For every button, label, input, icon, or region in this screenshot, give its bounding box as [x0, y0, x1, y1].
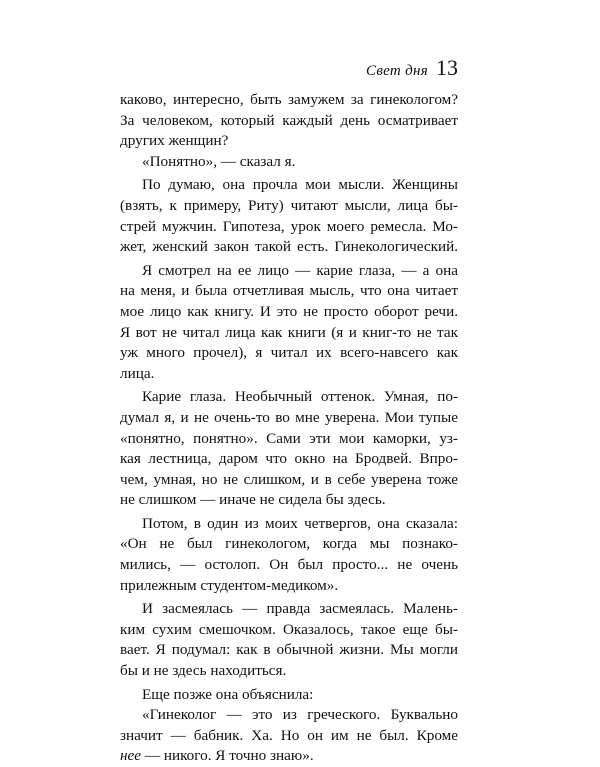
emphasized-word: нее — [120, 747, 142, 765]
text-line: значит — бабник. Ха. Но он им не был. Кроме — [120, 726, 458, 744]
text-line: жет, женский закон такой есть. Гинекологический. — [120, 238, 458, 256]
text-line-last — [120, 746, 458, 767]
text-line: лица. — [120, 364, 155, 382]
page-number: 13 — [436, 55, 458, 80]
text-line: «Гинеколог — это из греческого. Буквально — [142, 706, 458, 724]
text-line: вает. Я подумал: как в обычной жизни. Мы могли — [120, 641, 458, 659]
text-line: уж много прочел), я читал их всего-навсего как — [120, 344, 458, 362]
text-line: «Он не был гинекологом, когда мы познако- — [120, 535, 458, 553]
text-line: чем, умная, но не слишком, и в себе уверена тоже — [120, 470, 458, 488]
text-line: (взять, к примеру, Риту) читают мысли, лица бы- — [120, 196, 458, 214]
text-line-rest: — никого. Я точно знаю». — [141, 747, 314, 765]
text-line: прилежным студентом-медиком». — [120, 576, 339, 594]
text-line: И засмеялась — правда засмеялась. Малень- — [142, 600, 458, 618]
text-line: Карие глаза. Необычный оттенок. Умная, по- — [142, 388, 458, 406]
text-line: ким сухим смешочком. Оказалось, такое еще бы- — [120, 620, 458, 638]
text-line: мились, — остолоп. Он был просто... не очень — [120, 556, 458, 574]
text-line: думал я, и не очень-то во мне уверена. Мои тупые — [120, 408, 458, 426]
text-line: Еще позже она объяснила: — [142, 685, 314, 703]
text-line: мое лицо как книгу. И это не просто оборот речи. — [120, 302, 458, 320]
text-line: За человеком, который каждый день осматривает — [120, 111, 458, 129]
text-line: бы и не здесь находиться. — [120, 662, 287, 680]
text-line: «понятно, понятно». Сами эти мои каморки, уз- — [120, 429, 458, 447]
text-line: По думаю, она прочла мои мысли. Женщины — [142, 176, 458, 194]
text-line: кая лестница, даром что окно на Бродвей. Впро- — [120, 450, 458, 468]
text-line: стрей мужчин. Гипотеза, урок моего ремесла. Мо- — [120, 217, 458, 235]
running-title: Свет дня — [366, 63, 428, 79]
running-head — [366, 55, 458, 81]
text-line: каково, интересно, быть замужем за гинекологом? — [120, 91, 458, 108]
text-line: Я смотрел на ее лицо — карие глаза, — а она — [142, 261, 458, 279]
body-text — [120, 90, 458, 767]
text-line: не слишком — иначе не сидела бы здесь. — [120, 491, 386, 509]
text-line: других женщин? — [120, 132, 229, 150]
text-line: «Понятно», — сказал я. — [142, 152, 296, 170]
text-line: Я вот не читал лица как книги (я и книг-то не так — [120, 323, 458, 341]
text-line: Потом, в один из моих четвергов, она сказала: — [142, 514, 458, 532]
text-line: на меня, и была отчетливая мысль, что она читает — [120, 282, 458, 300]
